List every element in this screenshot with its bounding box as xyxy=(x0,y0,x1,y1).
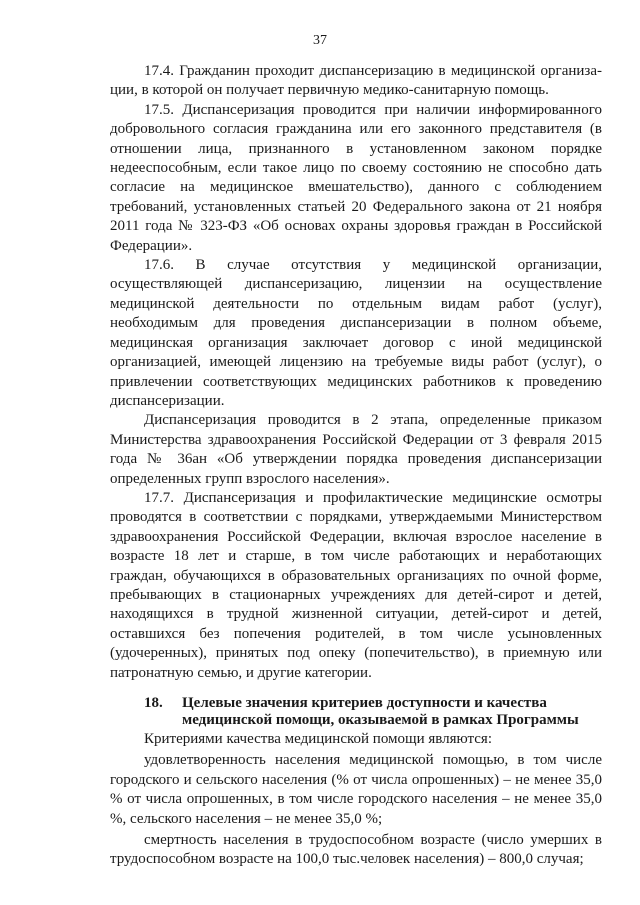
paragraph-17-6: 17.6. В случае отсутствия у медицинской организации, осуществляющей диспансеризацию, лицензии на осуществление медицинской деятельности по отдельным видам работ (услуг), необходимым для проведения диспансеризации в полном объеме, медицинская организация заключает договор с иной медицинской организацией, имеющей лицензию на требуемые виды работ (услуг), о привлечении соответствующих медицинских работников к проведению диспансеризации. xyxy=(110,257,602,409)
section-number: 18. xyxy=(144,695,163,711)
paragraph-mortality-criterion: смертность населения в трудоспособном возрасте (число умерших в трудоспособном возрасте на 100,0 тыс.человек населения) – 800,0 случая; xyxy=(110,832,602,868)
section-title: Целевые значения критериев доступности и качества медицинской помощи, оказываемой в рамках Программы xyxy=(182,695,579,728)
paragraph-17-5: 17.5. Диспансеризация проводится при наличии информированного добровольного согласия гражданина или его законного представителя (в отношении лица, признанного в установленном законом порядке недееспособным, если такое лицо по своему состоянию не способно дать согласие на медицинское вмешательство), данного с соблюдением требований, установленных статьей 20 Федерального закона от 21 ноября 2011 года № 323-ФЗ «Об основах охраны здоровья граждан в Российской Федерации». xyxy=(110,101,602,254)
paragraph-17-4: 17.4. Гражданин проходит диспансеризацию в медицинской организа-ции, в которой он получает первичную медико-санитарную помощь. xyxy=(110,63,602,99)
paragraph-quality-criteria-intro: Критериями качества медицинской помощи являются: xyxy=(144,731,492,747)
page-number: 37 xyxy=(313,33,327,48)
paragraph-dispensary-stages: Диспансеризация проводится в 2 этапа, определенные приказом Министерства здравоохранения Российской Федерации от 3 февраля 2015 года № 36ан «Об утверждении порядка проведения диспансеризации определенных групп взрослого населения». xyxy=(110,412,602,487)
document-body xyxy=(110,62,602,870)
section-heading-18 xyxy=(110,695,602,729)
paragraph-17-7: 17.7. Диспансеризация и профилактические медицинские осмотры проводятся в соответствии с порядками, утверждаемыми Министерством здравоохранения Российской Федерации, включая взрослое население в возрасте 18 лет и старше, в том числе работающих и неработающих граждан, обучающихся в образовательных организациях по очной форме, пребывающих в стационарных учреждениях для детей-сирот и детей, находящихся в трудной жизненной ситуации, детей-сирот и детей, оставшихся без попечения родителей, в том числе усыновленных (удочеренных), принятых под опеку (попечительство), в приемную или патронатную семью, и другие категории. xyxy=(110,489,602,681)
paragraph-satisfaction-criterion: удовлетворенность населения медицинской помощью, в том числе городского и сельского населения (% от числа опрошенных) – не менее 35,0 % от числа опрошенных, в том числе городского населения – не менее 35,0 %, сельского населения – не менее 35,0 %; xyxy=(110,752,602,827)
